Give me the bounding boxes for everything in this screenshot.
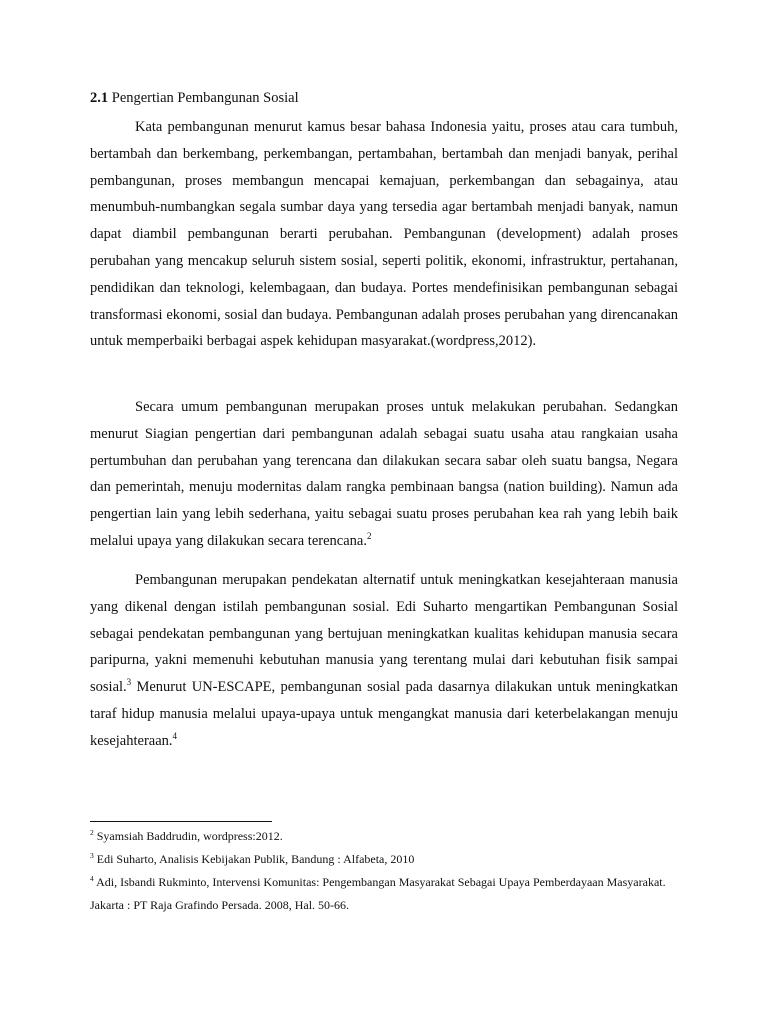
footnote-4 [90, 871, 678, 916]
footnote-number: 2 [90, 828, 94, 837]
footnote-text: Edi Suharto, Analisis Kebijakan Publik, Bandung : Alfabeta, 2010 [93, 852, 415, 866]
paragraph-3 [90, 567, 678, 755]
footnote-number: 4 [90, 874, 94, 883]
paragraph-3-text-a: Pembangunan merupakan pendekatan alternatif untuk meningkatkan kesejahteraan manusia yang dikenal dengan istilah pembangunan sosial. Edi Suharto mengartikan Pembangunan Sosial sebagai pendekatan pembangunan yang bertujuan meningkatkan kualitas kehidupan manusia secara paripurna, yakni memenuhi kebutuhan manusia yang terentang mulai dari kebutuhan fisik sampai sosial. [90, 572, 678, 696]
paragraph-1-block [90, 114, 678, 355]
footnote-3 [90, 848, 678, 871]
footnote-2 [90, 825, 678, 848]
footnote-ref-3[interactable]: 3 [126, 677, 132, 688]
footnote-number: 3 [90, 851, 94, 860]
paragraph-2-text: Secara umum pembangunan merupakan proses untuk melakukan perubahan. Sedangkan menurut Siagian pengertian dari pembangunan adalah sebagai suatu usaha atau rangkaian usaha pertumbuhan dan perubahan yang terencana dan dilakukan secara sabar oleh suatu bangsa, Negara dan pemerintah, menuju modernitas dalam rangka pembinaan bangsa (nation building). Namun ada pengertian lain yang lebih sederhana, yaitu sebagai suatu proses perubahan kea rah yang lebih baik melalui upaya yang dilakukan secara terencana. [90, 399, 678, 549]
paragraph-3-text-b: Menurut UN-ESCAPE, pembangunan sosial pada dasarnya dilakukan untuk meningkatkan taraf hidup manusia melalui upaya-upaya untuk mengangkat manusia dari keterbelakangan menuju kesejahteraan. [90, 679, 678, 749]
paragraph-2-block [90, 394, 678, 555]
footnote-separator [90, 821, 272, 822]
section-number: 2.1 [90, 90, 109, 106]
paragraph-1: Kata pembangunan menurut kamus besar bahasa Indonesia yaitu, proses atau cara tumbuh, bertambah dan berkembang, perkembangan, pertambahan, bertambah dan menjadi banyak, perihal pembangunan, proses membangun mencapai kemajuan, perkembangan dan sebagainya, atau menumbuh-numbangkan segala sumbar daya yang tersedia agar bertambah menjadi banyak, namun dapat diambil pembangunan berarti perubahan. Pembangunan (development) adalah proses perubahan yang mencakup seluruh sistem sosial, seperti politik, ekonomi, infrastruktur, pertahanan, pendidikan dan teknologi, kelembagaan, dan budaya. Portes mendefinisikan pembangunan sebagai transformasi ekonomi, sosial dan budaya. Pembangunan adalah proses perubahan yang direncanakan untuk memperbaiki berbagai aspek kehidupan masyarakat.(wordpress,2012). [90, 119, 678, 350]
footnote-ref-4[interactable]: 4 [172, 730, 178, 741]
paragraph-2 [90, 394, 678, 555]
footnote-ref-2[interactable]: 2 [366, 531, 372, 542]
section-title: Pengertian Pembangunan Sosial [111, 90, 299, 106]
footnote-text: Adi, Isbandi Rukminto, Intervensi Komunitas: Pengembangan Masyarakat Sebagai Upaya Pemberdayaan Masyarakat. Jakarta : PT Raja Grafindo Persada. 2008, Hal. 50-66. [90, 875, 666, 912]
footnote-text: Syamsiah Baddrudin, wordpress:2012. [93, 829, 283, 843]
paragraph-3-block [90, 567, 678, 755]
section-heading [90, 88, 299, 108]
